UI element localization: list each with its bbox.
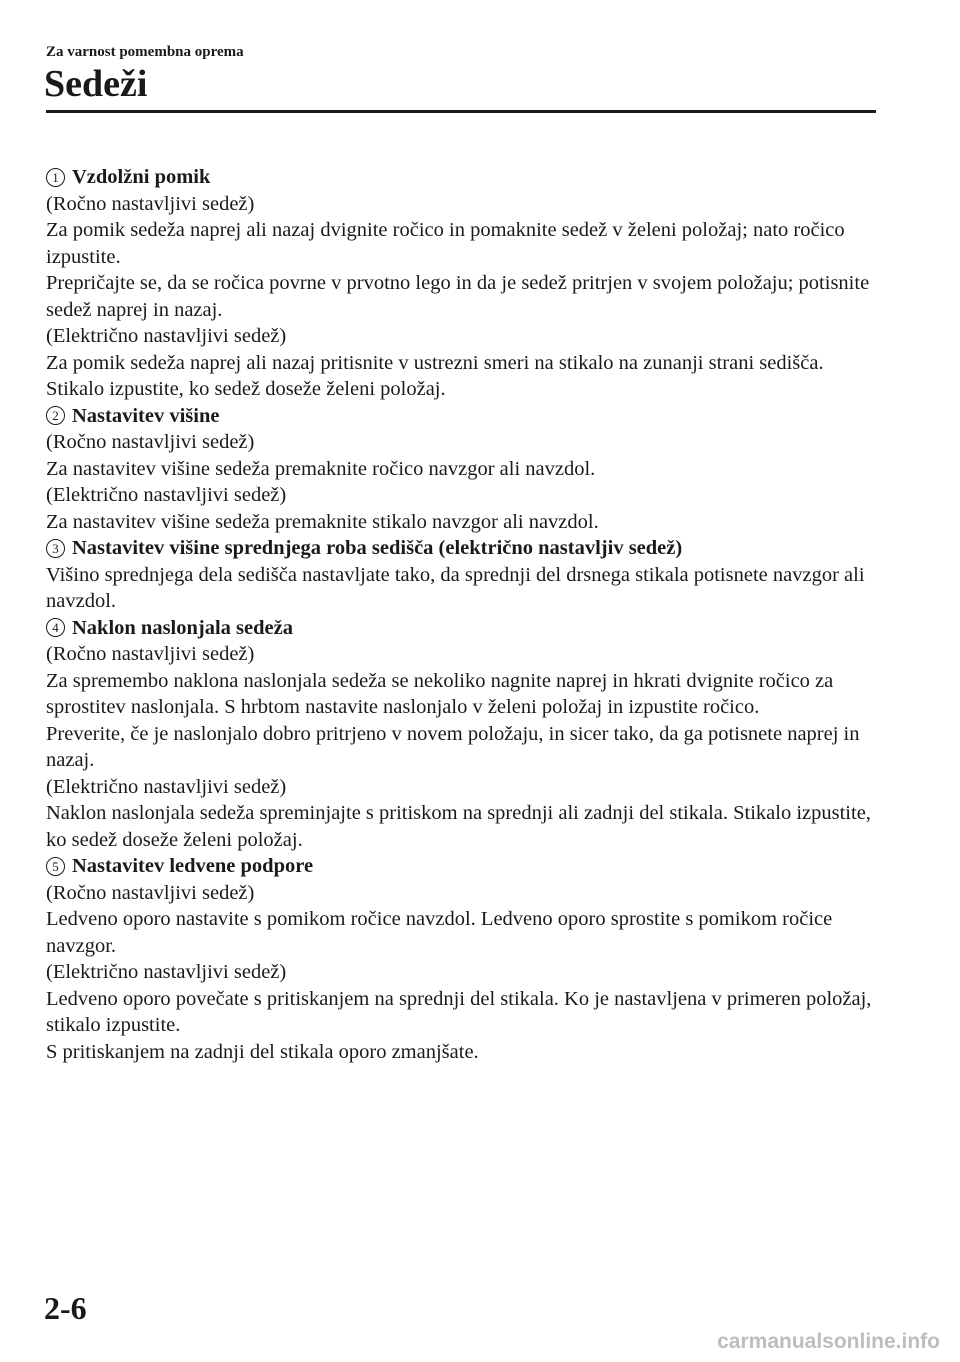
section-height bbox=[46, 403, 876, 536]
number-badge-icon: 5 bbox=[46, 857, 65, 876]
section-longitudinal bbox=[46, 164, 876, 403]
paragraph: Za pomik sedeža naprej ali nazaj pritisnite v ustrezni smeri na stikalo na zunanji strani sedišča. Stikalo izpustite, ko sedež doseže želeni položaj. bbox=[46, 351, 824, 400]
section-front-edge bbox=[46, 535, 876, 615]
number-badge-icon: 4 bbox=[46, 618, 65, 637]
watermark: carmanualsonline.info bbox=[717, 1330, 940, 1353]
section-lumbar bbox=[46, 853, 876, 1065]
content-body bbox=[46, 164, 876, 1065]
section-title: Nastavitev višine bbox=[72, 404, 220, 427]
paragraph: (Ročno nastavljivi sedež) bbox=[46, 643, 255, 665]
paragraph: (Električno nastavljivi sedež) bbox=[46, 484, 287, 506]
section-heading bbox=[46, 164, 876, 191]
paragraph: Za spremembo naklona naslonjala sedeža se nekoliko nagnite naprej in hkrati dvignite ročico za sprostitev naslonjala. S hrbtom nastavite naslonjalo v želeni položaj in izpustite ročico. bbox=[46, 669, 834, 718]
page-number: 2-6 bbox=[44, 1290, 87, 1326]
paragraph: Višino sprednjega dela sedišča nastavljate tako, da sprednji del drsnega stikala potisnete navzgor ali navzdol. bbox=[46, 563, 865, 612]
section-title: Naklon naslonjala sedeža bbox=[72, 616, 293, 639]
section-heading bbox=[46, 535, 876, 562]
paragraph: Preverite, če je naslonjalo dobro pritrjeno v novem položaju, in sicer tako, da ga potisnete naprej in nazaj. bbox=[46, 722, 860, 771]
section-heading bbox=[46, 853, 876, 880]
number-badge-icon: 1 bbox=[46, 168, 65, 187]
number-badge-icon: 2 bbox=[46, 406, 65, 425]
paragraph: Ledveno oporo nastavite s pomikom ročice navzdol. Ledveno oporo sprostite s pomikom ročice navzgor. bbox=[46, 908, 833, 957]
paragraph: Ledveno oporo povečate s pritiskanjem na sprednji del stikala. Ko je nastavljena v primeren položaj, stikalo izpustite. bbox=[46, 987, 872, 1036]
paragraph: (Ročno nastavljivi sedež) bbox=[46, 192, 255, 215]
page-title: Sedeži bbox=[44, 63, 148, 105]
section-recline bbox=[46, 615, 876, 854]
section-heading bbox=[46, 615, 876, 642]
paragraph: Za nastavitev višine sedeža premaknite ročico navzgor ali navzdol. bbox=[46, 457, 596, 480]
section-title: Nastavitev ledvene podpore bbox=[72, 855, 314, 877]
section-title: Nastavitev višine sprednjega roba sedišča (električno nastavljiv sedež) bbox=[72, 537, 683, 559]
paragraph: (Električno nastavljivi sedež) bbox=[46, 775, 287, 798]
section-title: Vzdolžni pomik bbox=[72, 166, 211, 188]
paragraph: (Ročno nastavljivi sedež) bbox=[46, 431, 255, 453]
paragraph: Prepričajte se, da se ročica povrne v prvotno lego in da je sedež pritrjen v svojem položaju; potisnite sedež naprej in nazaj. bbox=[46, 272, 870, 321]
paragraph: Naklon naslonjala sedeža spreminjajte s pritiskom na sprednji ali zadnji del stikala. Stikalo izpustite, ko sedež doseže želeni položaj. bbox=[46, 802, 871, 851]
title-divider bbox=[46, 110, 876, 113]
paragraph: Za nastavitev višine sedeža premaknite stikalo navzgor ali navzdol. bbox=[46, 510, 599, 533]
paragraph: (Električno nastavljivi sedež) bbox=[46, 961, 287, 983]
section-heading bbox=[46, 403, 876, 430]
section-header: Za varnost pomembna oprema bbox=[46, 44, 244, 60]
paragraph: (Električno nastavljivi sedež) bbox=[46, 325, 287, 347]
paragraph: Za pomik sedeža naprej ali nazaj dvignite ročico in pomaknite sedež v želeni položaj; nato ročico izpustite. bbox=[46, 219, 845, 268]
number-badge-icon: 3 bbox=[46, 539, 65, 558]
paragraph: (Ročno nastavljivi sedež) bbox=[46, 881, 255, 904]
paragraph: S pritiskanjem na zadnji del stikala oporo zmanjšate. bbox=[46, 1040, 479, 1063]
